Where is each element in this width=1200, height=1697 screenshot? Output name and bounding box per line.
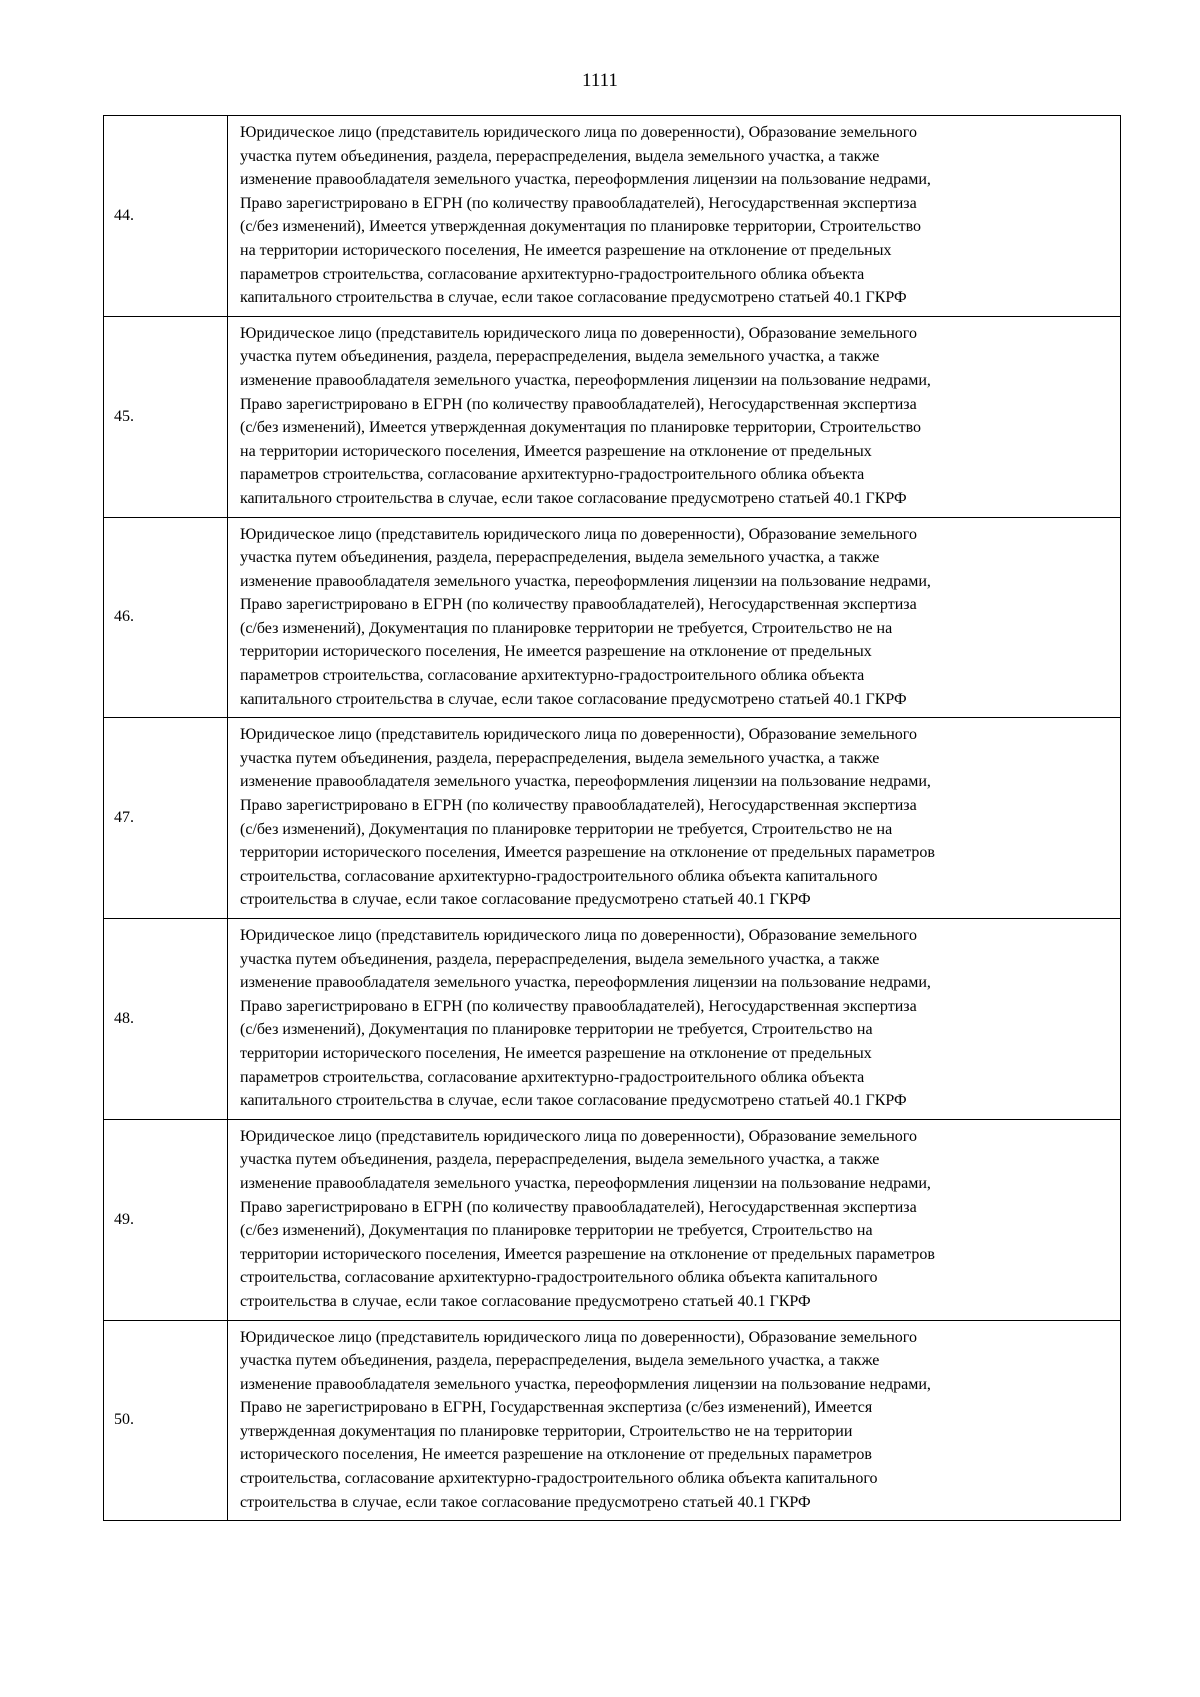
description-line: изменение правообладателя земельного участка, переоформления лицензии на пользование недрами, (240, 171, 931, 189)
row-description (228, 1320, 1121, 1521)
row-number: 47. (104, 718, 228, 919)
description-line: Юридическое лицо (представитель юридического лица по доверенности), Образование земельного (240, 124, 917, 141)
description-line: параметров строительства, согласование архитектурно-градостроительного облика объекта (240, 265, 865, 283)
description-line: капитального строительства в случае, если такое согласование предусмотрено статьей 40.1 ГКРФ (240, 289, 907, 307)
row-description (228, 116, 1121, 317)
description-line: утвержденная документация по планировке территории, Строительство не на территории (240, 1422, 853, 1440)
description-line: (с/без изменений), Имеется утвержденная документация по планировке территории, Строительство (240, 419, 922, 437)
description-line: изменение правообладателя земельного участка, переоформления лицензии на пользование недрами, (240, 371, 931, 389)
description-line: участка путем объединения, раздела, перераспределения, выдела земельного участка, а также (240, 1352, 880, 1370)
description-line: участка путем объединения, раздела, перераспределения, выдела земельного участка, а также (240, 147, 880, 165)
description-line: изменение правообладателя земельного участка, переоформления лицензии на пользование недрами, (240, 773, 931, 791)
registry-table (103, 115, 1121, 1521)
description-line: изменение правообладателя земельного участка, переоформления лицензии на пользование недрами, (240, 572, 931, 590)
row-description (228, 1119, 1121, 1320)
registry-table-body (104, 116, 1121, 1521)
row-description (228, 316, 1121, 517)
description-line: Право не зарегистрировано в ЕГРН, Государственная экспертиза (с/без изменений), Имеется (240, 1399, 873, 1417)
description-line: Право зарегистрировано в ЕГРН (по количеству правообладателей), Негосударственная экспертиза (240, 596, 917, 614)
table-row (104, 718, 1121, 919)
table-row (104, 316, 1121, 517)
description-line: (с/без изменений), Имеется утвержденная документация по планировке территории, Строительство (240, 218, 922, 236)
page-number: 1111 (582, 70, 618, 91)
description-line: капитального строительства в случае, если такое согласование предусмотрено статьей 40.1 ГКРФ (240, 1092, 907, 1110)
description-line: исторического поселения, Не имеется разрешение на отклонение от предельных параметров (240, 1446, 872, 1464)
description-line: на территории исторического поселения, Имеется разрешение на отклонение от предельных (240, 442, 872, 460)
description-line: изменение правообладателя земельного участка, переоформления лицензии на пользование недрами, (240, 1375, 931, 1393)
description-line: участка путем объединения, раздела, перераспределения, выдела земельного участка, а также (240, 749, 880, 767)
description-line: территории исторического поселения, Не имеется разрешение на отклонение от предельных (240, 643, 872, 661)
description-line: изменение правообладателя земельного участка, переоформления лицензии на пользование недрами, (240, 1174, 931, 1192)
row-number: 46. (104, 517, 228, 718)
table-row (104, 919, 1121, 1120)
description-line: участка путем объединения, раздела, перераспределения, выдела земельного участка, а также (240, 549, 880, 567)
description-line: Юридическое лицо (представитель юридического лица по доверенности), Образование земельного (240, 525, 917, 543)
description-line: Право зарегистрировано в ЕГРН (по количеству правообладателей), Негосударственная экспертиза (240, 395, 917, 413)
description-line: строительства, согласование архитектурно-градостроительного облика объекта капитального (240, 867, 878, 885)
table-row (104, 116, 1121, 317)
description-line: участка путем объединения, раздела, перераспределения, выдела земельного участка, а также (240, 1151, 880, 1169)
row-number: 49. (104, 1119, 228, 1320)
description-line: Юридическое лицо (представитель юридического лица по доверенности), Образование земельного (240, 1328, 917, 1346)
description-line: строительства в случае, если такое согласование предусмотрено статьей 40.1 ГКРФ (240, 891, 811, 909)
description-line: Право зарегистрировано в ЕГРН (по количеству правообладателей), Негосударственная экспертиза (240, 997, 917, 1015)
row-description (228, 718, 1121, 919)
row-number: 45. (104, 316, 228, 517)
row-number: 50. (104, 1320, 228, 1521)
description-line: строительства в случае, если такое согласование предусмотрено статьей 40.1 ГКРФ (240, 1292, 811, 1310)
description-line: капитального строительства в случае, если такое согласование предусмотрено статьей 40.1 ГКРФ (240, 489, 907, 507)
description-line: капитального строительства в случае, если такое согласование предусмотрено статьей 40.1 ГКРФ (240, 690, 907, 708)
table-row (104, 1320, 1121, 1521)
description-line: (с/без изменений), Документация по планировке территории не требуется, Строительство не на (240, 820, 893, 838)
description-line: Право зарегистрировано в ЕГРН (по количеству правообладателей), Негосударственная экспертиза (240, 797, 917, 815)
description-line: (с/без изменений), Документация по планировке территории не требуется, Строительство не на (240, 619, 893, 637)
row-number: 48. (104, 919, 228, 1120)
description-line: (с/без изменений), Документация по планировке территории не требуется, Строительство на (240, 1222, 873, 1240)
description-line: Юридическое лицо (представитель юридического лица по доверенности), Образование земельного (240, 927, 917, 944)
description-line: Юридическое лицо (представитель юридического лица по доверенности), Образование земельного (240, 324, 917, 342)
description-line: участка путем объединения, раздела, перераспределения, выдела земельного участка, а также (240, 348, 880, 366)
description-line: строительства, согласование архитектурно-градостроительного облика объекта капитального (240, 1470, 878, 1488)
description-line: территории исторического поселения, Имеется разрешение на отклонение от предельных параметров (240, 844, 935, 862)
description-line: (с/без изменений), Документация по планировке территории не требуется, Строительство на (240, 1021, 873, 1039)
description-line: Право зарегистрировано в ЕГРН (по количеству правообладателей), Негосударственная экспертиза (240, 1198, 917, 1216)
description-line: на территории исторического поселения, Не имеется разрешение на отклонение от предельных (240, 241, 892, 259)
row-description (228, 517, 1121, 718)
description-line: территории исторического поселения, Имеется разрешение на отклонение от предельных параметров (240, 1245, 935, 1263)
description-line: Юридическое лицо (представитель юридического лица по доверенности), Образование земельного (240, 1127, 917, 1145)
description-line: строительства в случае, если такое согласование предусмотрено статьей 40.1 ГКРФ (240, 1493, 811, 1511)
description-line: параметров строительства, согласование архитектурно-градостроительного облика объекта (240, 667, 865, 685)
description-line: параметров строительства, согласование архитектурно-градостроительного облика объекта (240, 1068, 865, 1086)
row-number: 44. (104, 116, 228, 317)
description-line: строительства, согласование архитектурно-градостроительного облика объекта капитального (240, 1269, 878, 1287)
description-line: Юридическое лицо (представитель юридического лица по доверенности), Образование земельного (240, 726, 917, 744)
table-row (104, 517, 1121, 718)
description-line: параметров строительства, согласование архитектурно-градостроительного облика объекта (240, 466, 865, 484)
description-line: территории исторического поселения, Не имеется разрешение на отклонение от предельных (240, 1044, 872, 1062)
table-row (104, 1119, 1121, 1320)
description-line: Право зарегистрировано в ЕГРН (по количеству правообладателей), Негосударственная экспертиза (240, 194, 917, 212)
description-line: участка путем объединения, раздела, перераспределения, выдела земельного участка, а также (240, 950, 880, 968)
description-line: изменение правообладателя земельного участка, переоформления лицензии на пользование недрами, (240, 974, 931, 992)
row-description (228, 919, 1121, 1120)
